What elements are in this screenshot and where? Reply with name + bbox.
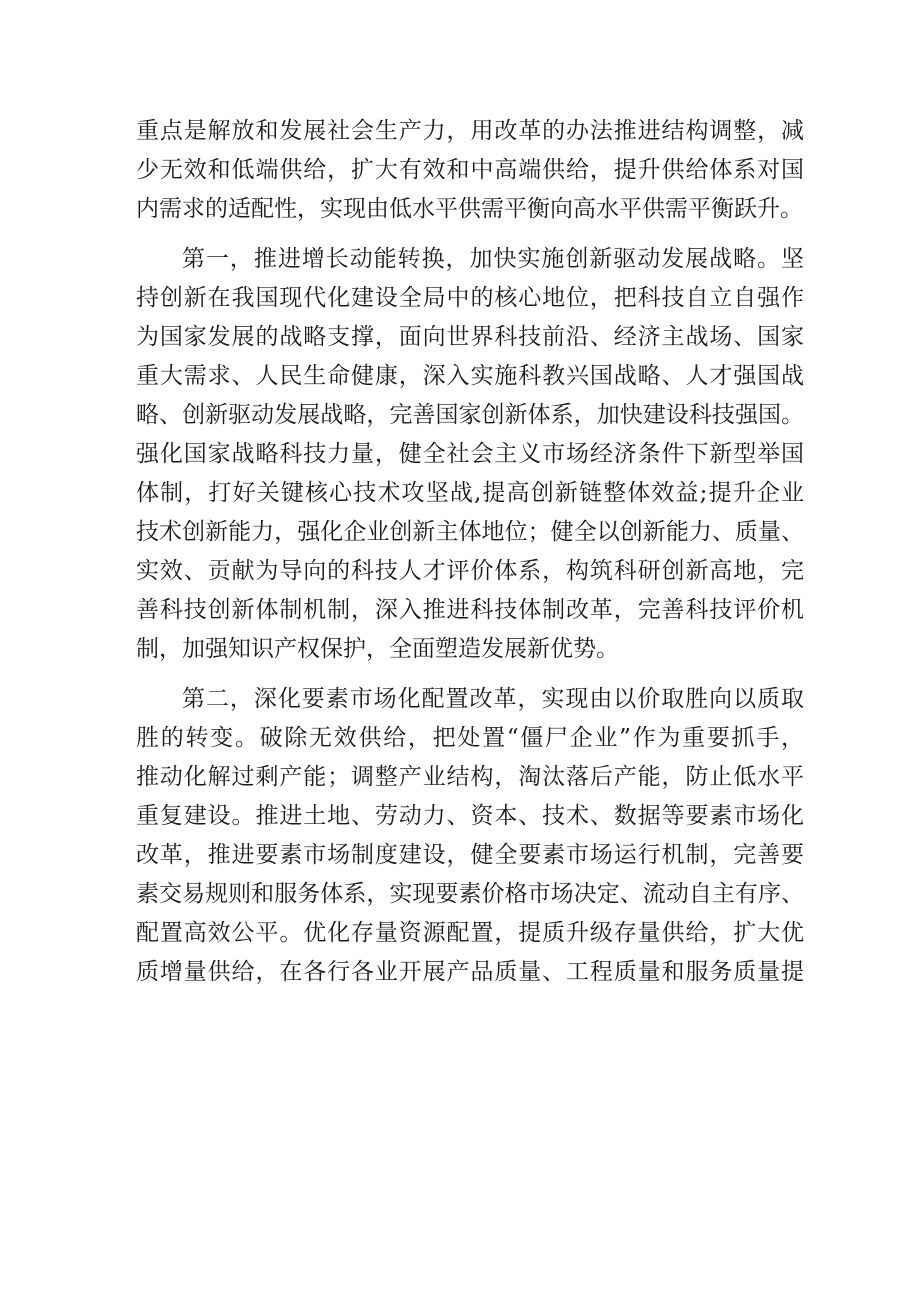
- body-text: [136, 112, 804, 992]
- text-line: 少无效和低端供给，扩大有效和中高端供给，提升供给体系对国: [136, 157, 804, 183]
- text-line: 体制，打好关键核心技术攻坚战,提高创新链整体效益;提升企业: [136, 480, 804, 506]
- text-line: 配置高效公平。优化存量资源配置，提质升级存量供给，扩大优: [136, 920, 804, 946]
- text-line: 质增量供给，在各行各业开展产品质量、工程质量和服务质量提: [136, 959, 804, 985]
- text-line: 持创新在我国现代化建设全局中的核心地位，把科技自立自强作: [136, 285, 804, 311]
- paragraph-intro: [136, 112, 804, 229]
- paragraph-first: [136, 240, 804, 669]
- paragraph-spacing: [136, 669, 804, 680]
- text-line: 略、创新驱动发展战略，完善国家创新体系，加快建设科技强国。: [136, 402, 804, 428]
- text-line: 推动化解过剩产能；调整产业结构，淘汰落后产能，防止低水平: [136, 764, 804, 790]
- text-line: 技术创新能力，强化企业创新主体地位；健全以创新能力、质量、: [136, 519, 804, 545]
- paragraph-second: [136, 680, 804, 992]
- text-line: 为国家发展的战略支撑，面向世界科技前沿、经济主战场、国家: [136, 324, 804, 350]
- text-line: 强化国家战略科技力量，健全社会主义市场经济条件下新型举国: [136, 441, 804, 467]
- text-line: 实效、贡献为导向的科技人才评价体系，构筑科研创新高地，完: [136, 558, 804, 584]
- text-line: 第一，推进增长动能转换，加快实施创新驱动发展战略。坚: [182, 246, 804, 272]
- text-line: 第二，深化要素市场化配置改革，实现由以价取胜向以质取: [182, 686, 804, 712]
- text-line: 内需求的适配性，实现由低水平供需平衡向高水平供需平衡跃升。: [136, 196, 803, 222]
- text-line: 重复建设。推进土地、劳动力、资本、技术、数据等要素市场化: [136, 803, 804, 829]
- text-line: 制，加强知识产权保护，全面塑造发展新优势。: [136, 636, 619, 662]
- text-line: 改革，推进要素市场制度建设，健全要素市场运行机制，完善要: [136, 842, 804, 868]
- text-line: 重点是解放和发展社会生产力，用改革的办法推进结构调整，减: [136, 118, 804, 144]
- text-line: 重大需求、人民生命健康，深入实施科教兴国战略、人才强国战: [136, 363, 804, 389]
- text-line: 善科技创新体制机制，深入推进科技体制改革，完善科技评价机: [136, 597, 804, 623]
- paragraph-spacing: [136, 229, 804, 240]
- text-line: 素交易规则和服务体系，实现要素价格市场决定、流动自主有序、: [136, 881, 804, 907]
- text-line: 胜的转变。破除无效供给，把处置“僵尸企业”作为重要抓手，: [136, 725, 804, 751]
